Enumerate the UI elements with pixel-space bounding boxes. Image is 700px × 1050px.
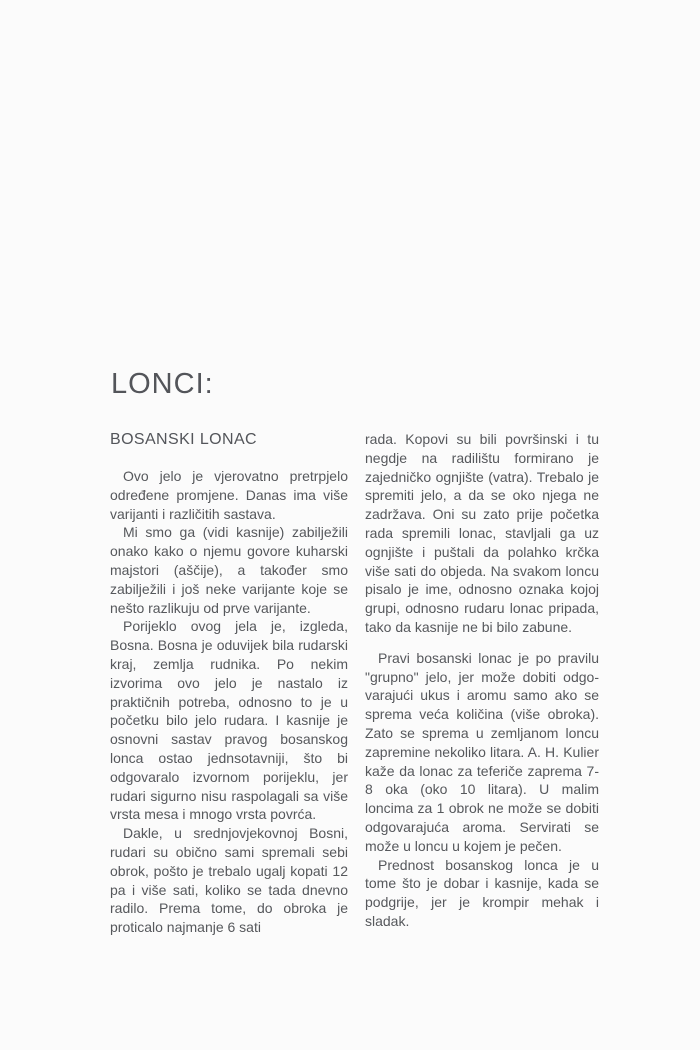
left-column [110,467,348,937]
paragraph: Pravi bosanski lonac je po pravilu "grupno" jelo, jer može dobiti odgovarajući ukus i aromu samo ako se sprema veća količina (više obroka). Zato se sprema u zemljanom loncu zapremine nekoliko litara. A. H. Kulier kaže da lonac za teferiče zaprema 7-8 oka (oko 10 litara). U malim loncima za 1 obrok ne može se dobiti odgovarajuća aroma. Servirati se može u loncu u kojem je pečen. [365,649,599,854]
page-title: LONCI: [111,368,214,400]
paragraph: Porijeklo ovog jela je, izgleda, Bosna. Bosna je oduvijek bila rudarski kraj, zemlja rudnika. Po nekim izvorima ovo jelo je nastalo iz praktičnih potreba, odnosno to je u početku bilo jelo rudara. I kasnije je osnovni sastav pravog bosanskog lonca ostao jednsotavniji, što bi odgovaralo izvornom porijeklu, jer rudari sigurno nisu raspolagali sa više vrsta mesa i mnogo vrsta povrća. [110,618,348,823]
section-heading: BOSANSKI LONAC [110,431,257,448]
paragraph: Prednost bosanskog lonca je u tome što je dobar i kasnije, kada se podgrije, jer je krompir mehak i sladak. [365,856,599,929]
paragraph: rada. Kopovi su bili površinski i tu negdje na radilištu formirano je zajedničko ognjište (vatra). Trebalo je spremiti jelo, a da se oko njega ne zadržava. Oni su zato prije početka rada spremili lonac, stavljali ga uz ognjište i puštali da polahko krčka više sati do objeda. Na svakom loncu pisalo je ime, odnosno oznaka kojoj grupi, odnosno rudaru lonac pripada, tako da kasnije ne bi bilo zabune. [365,431,599,635]
paragraph: Mi smo ga (vidi kasnije) zabilježili onako kako o njemu govore kuharski majstori (aščije), a također smo zabilježili i još neke varijante koje se nešto razlikuju od prve varijante. [110,524,348,616]
paragraph: Dakle, u srednjovjekovnoj Bosni, rudari su obično sami spremali sebi obrok, pošto je trebalo ugalj kopati 12 pa i više sati, koliko se tada dnevno radilo. Prema tome, do obroka je proticalo najmanje 6 sati [110,825,348,936]
right-column [365,430,599,931]
paragraph: Ovo jelo je vjerovatno pretrpjelo određene promjene. Danas ima više varijanti i različitih sastava. [110,468,348,522]
